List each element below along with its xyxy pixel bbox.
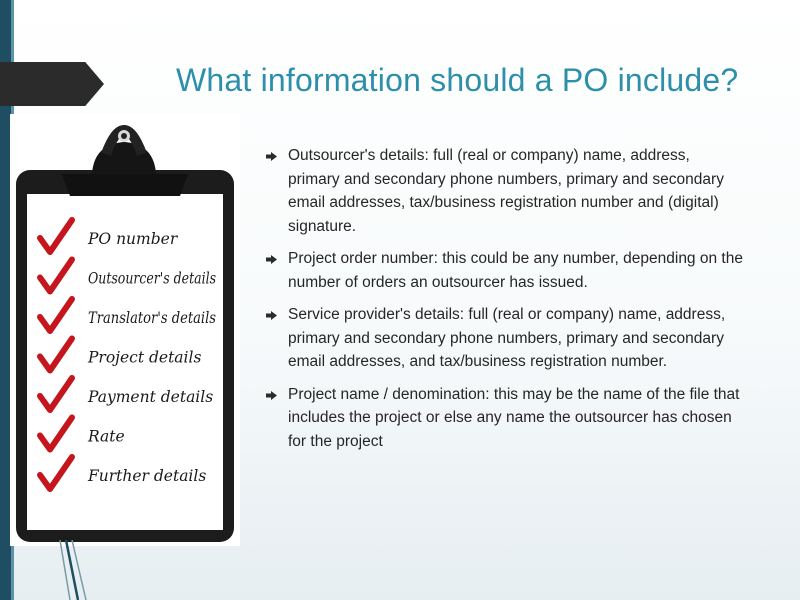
right-arrow-bullet-icon bbox=[266, 152, 277, 161]
bullet-item bbox=[264, 383, 744, 454]
checklist-item-label: Project details bbox=[88, 348, 202, 367]
bullet-text: Service provider's details: full (real or company) name, address, primary and secondary phone numbers, primary and secondary email addresses, and tax/business registration number. bbox=[288, 306, 726, 370]
bullet-list bbox=[264, 144, 744, 462]
title-arrow-tab bbox=[0, 62, 104, 106]
checklist-item-label: Translator's details bbox=[88, 309, 217, 327]
checklist-item-label: Rate bbox=[88, 427, 125, 446]
bullet-text: Outsourcer's details: full (real or company) name, address, primary and secondary phone numbers, primary and secondary email addresses, tax/business registration number and (digital) signature. bbox=[288, 147, 724, 235]
bullet-text: Project order number: this could be any number, depending on the number of orders an outsourcer has issued. bbox=[288, 250, 743, 291]
checklist-item-label: PO number bbox=[88, 230, 178, 248]
right-arrow-bullet-icon bbox=[266, 255, 277, 264]
bullet-item bbox=[264, 144, 744, 238]
bullet-item bbox=[264, 303, 744, 374]
right-arrow-bullet-icon bbox=[266, 391, 277, 400]
checklist-item-label: Further details bbox=[88, 467, 207, 485]
bullet-text: Project name / denomination: this may be the name of the file that includes the project or else any name the outsourcer has chosen for the project bbox=[288, 385, 740, 450]
decorative-lines bbox=[56, 540, 106, 600]
checklist-item-label: Outsourcer's details bbox=[88, 269, 217, 288]
slide-title: What information should a PO include? bbox=[176, 62, 739, 98]
right-arrow-bullet-icon bbox=[266, 311, 277, 320]
clipboard-checklist-icon bbox=[10, 114, 240, 546]
checklist-item-label: Payment details bbox=[88, 388, 214, 406]
bullet-item bbox=[264, 247, 744, 294]
